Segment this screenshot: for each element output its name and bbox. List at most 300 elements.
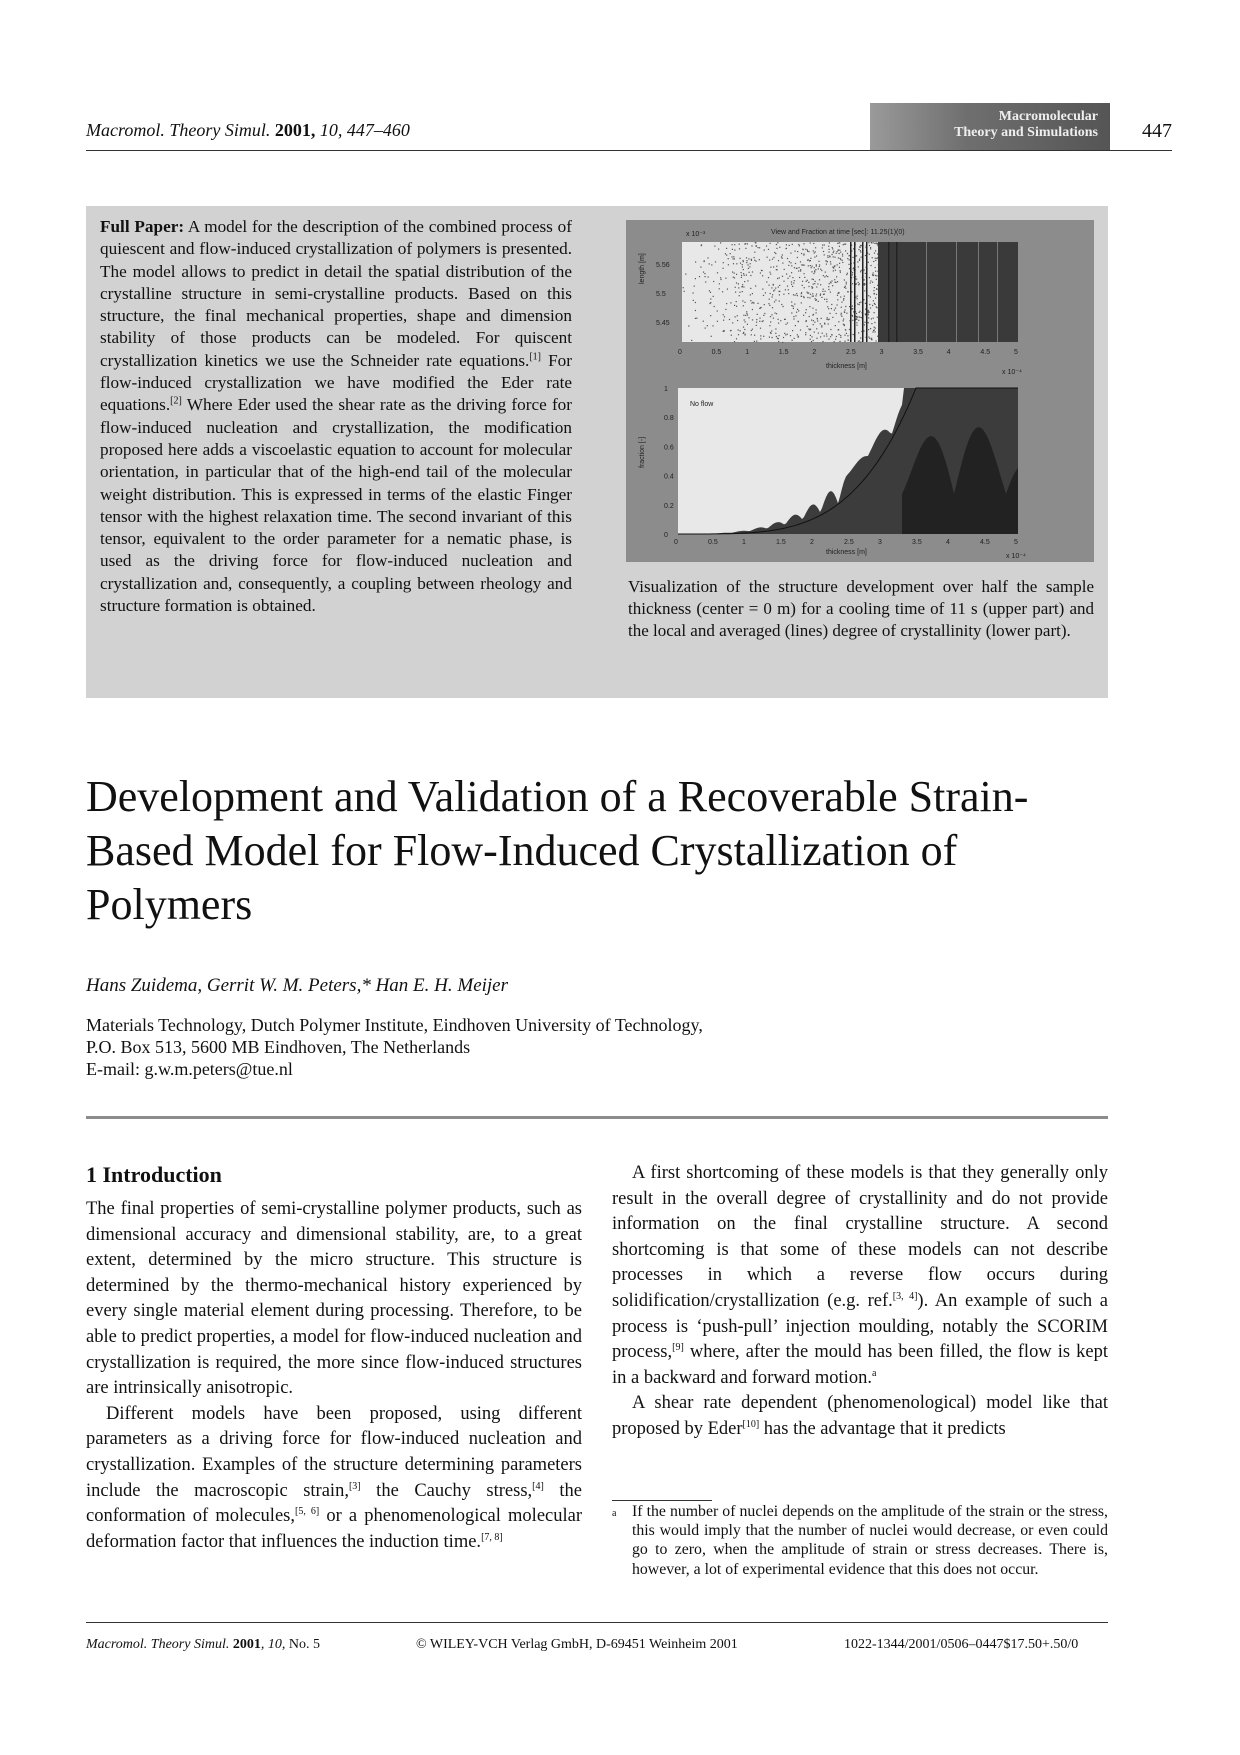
texture-dot bbox=[817, 283, 818, 284]
texture-dot bbox=[791, 272, 792, 273]
texture-dot bbox=[801, 253, 802, 254]
texture-dot bbox=[751, 260, 752, 261]
texture-dot bbox=[738, 283, 739, 284]
texture-dot bbox=[782, 276, 783, 277]
texture-dot bbox=[736, 338, 737, 339]
texture-dot bbox=[821, 318, 822, 319]
texture-dot bbox=[795, 325, 796, 326]
texture-dot bbox=[844, 335, 845, 336]
texture-dot bbox=[860, 247, 861, 248]
texture-dot bbox=[859, 302, 860, 303]
texture-dot bbox=[746, 275, 747, 276]
texture-dot bbox=[785, 334, 786, 335]
texture-dot bbox=[873, 318, 874, 319]
x-tick-label: 2.5 bbox=[846, 349, 856, 356]
texture-dot bbox=[756, 325, 757, 326]
x-tick-label: 2 bbox=[810, 539, 814, 546]
texture-dot bbox=[707, 257, 708, 258]
texture-dot bbox=[840, 272, 841, 273]
texture-dot bbox=[828, 323, 829, 324]
texture-dot bbox=[864, 269, 865, 270]
texture-dot bbox=[738, 334, 739, 335]
texture-dot bbox=[782, 254, 783, 255]
texture-dot bbox=[714, 306, 715, 307]
texture-dot bbox=[834, 341, 835, 342]
texture-dot bbox=[808, 251, 809, 252]
texture-dot bbox=[856, 279, 857, 280]
texture-dot bbox=[696, 318, 697, 319]
texture-dot bbox=[809, 297, 810, 298]
texture-dot bbox=[803, 315, 804, 316]
texture-dot bbox=[771, 330, 772, 331]
texture-dot bbox=[781, 304, 782, 305]
texture-dot bbox=[748, 258, 749, 259]
y-tick-label: 0.6 bbox=[664, 444, 674, 452]
texture-dot bbox=[851, 291, 852, 292]
texture-dot bbox=[852, 308, 853, 309]
texture-dot bbox=[848, 339, 849, 340]
texture-dot bbox=[779, 247, 780, 248]
texture-dot bbox=[818, 333, 819, 334]
texture-dot bbox=[742, 264, 743, 265]
texture-dot bbox=[816, 299, 817, 300]
texture-dot bbox=[836, 336, 837, 337]
texture-dot bbox=[775, 313, 776, 314]
citation-ref: [3, 4] bbox=[892, 1290, 918, 1302]
texture-dot bbox=[859, 304, 860, 305]
texture-dot bbox=[730, 330, 731, 331]
texture-dot bbox=[875, 271, 876, 272]
texture-dot bbox=[733, 256, 734, 257]
texture-dot bbox=[819, 279, 820, 280]
texture-dot bbox=[787, 258, 788, 259]
texture-dot bbox=[773, 266, 774, 267]
texture-dot bbox=[869, 338, 870, 339]
texture-dot bbox=[833, 270, 834, 271]
texture-dot bbox=[810, 329, 811, 330]
texture-dot bbox=[766, 245, 767, 246]
texture-dot bbox=[801, 292, 802, 293]
journal-pages: 447–460 bbox=[346, 120, 410, 140]
texture-dot bbox=[752, 309, 753, 310]
texture-dot bbox=[832, 266, 833, 267]
running-header-citation bbox=[86, 120, 410, 141]
texture-dot bbox=[858, 320, 859, 321]
texture-dot bbox=[723, 331, 724, 332]
texture-dot bbox=[868, 322, 869, 323]
top-x-exponent: x 10⁻⁴ bbox=[1002, 369, 1022, 376]
texture-dot bbox=[704, 261, 705, 262]
texture-dot bbox=[746, 260, 747, 261]
texture-dot bbox=[747, 280, 748, 281]
texture-dot bbox=[810, 265, 811, 266]
texture-dot bbox=[869, 254, 870, 255]
texture-dot bbox=[779, 277, 780, 278]
texture-dot bbox=[725, 309, 726, 310]
texture-dot bbox=[790, 262, 791, 263]
texture-dot bbox=[828, 308, 829, 309]
texture-dot bbox=[847, 273, 848, 274]
top-panel-exponent: x 10⁻³ bbox=[686, 231, 706, 238]
texture-dot bbox=[734, 273, 735, 274]
texture-dot bbox=[792, 286, 793, 287]
texture-dot bbox=[869, 277, 870, 278]
texture-dot bbox=[874, 253, 875, 254]
texture-dot bbox=[856, 255, 857, 256]
texture-dot bbox=[845, 250, 846, 251]
texture-dot bbox=[764, 313, 765, 314]
texture-dot bbox=[813, 243, 814, 244]
texture-dot bbox=[779, 291, 780, 292]
texture-dot bbox=[829, 319, 830, 320]
y-tick-label: 0.8 bbox=[664, 415, 674, 423]
texture-dot bbox=[841, 314, 842, 315]
footnote-marker: a bbox=[612, 1508, 617, 1519]
texture-dot bbox=[843, 319, 844, 320]
texture-dot bbox=[720, 279, 721, 280]
texture-dot bbox=[816, 328, 817, 329]
texture-dot bbox=[743, 333, 744, 334]
texture-dot bbox=[743, 286, 744, 287]
texture-dot bbox=[840, 337, 841, 338]
x-tick-label: 2 bbox=[812, 349, 817, 356]
texture-dot bbox=[846, 333, 847, 334]
texture-dot bbox=[685, 274, 686, 275]
texture-dot bbox=[791, 312, 792, 313]
texture-dot bbox=[865, 313, 866, 314]
texture-dot bbox=[819, 264, 820, 265]
texture-dot bbox=[811, 267, 812, 268]
texture-dot bbox=[770, 321, 771, 322]
bottom-x-label: thickness [m] bbox=[826, 549, 867, 556]
texture-dot bbox=[827, 276, 828, 277]
texture-dot bbox=[778, 287, 779, 288]
texture-dot bbox=[852, 283, 853, 284]
texture-dot bbox=[865, 273, 866, 274]
paper-title: Development and Validation of a Recoverable Strain-Based Model for Flow-Induced Crystallization of Polymers bbox=[86, 772, 1029, 929]
abstract-label: Full Paper: bbox=[100, 217, 185, 236]
texture-dot bbox=[858, 341, 859, 342]
texture-dot bbox=[735, 292, 736, 293]
texture-dot bbox=[875, 331, 876, 332]
texture-dot bbox=[742, 266, 743, 267]
texture-dot bbox=[813, 320, 814, 321]
texture-dot bbox=[799, 267, 800, 268]
texture-dot bbox=[813, 324, 814, 325]
x-tick-label: 0.5 bbox=[708, 539, 718, 546]
texture-dot bbox=[800, 329, 801, 330]
texture-dot bbox=[776, 248, 777, 249]
texture-dot bbox=[734, 244, 735, 245]
texture-dot bbox=[805, 312, 806, 313]
texture-dot bbox=[841, 313, 842, 314]
texture-dot bbox=[717, 310, 718, 311]
texture-dot bbox=[838, 292, 839, 293]
footnote-text: If the number of nuclei depends on the amplitude of the strain or the stress, this would imply that the number of nuclei would decrease, or even could go to zero, when the amplitude of strain or stress decreases. There is, however, a lot of experimental evidence that this does not occur. bbox=[632, 1503, 1108, 1578]
footnote-divider bbox=[612, 1500, 712, 1501]
texture-dot bbox=[797, 251, 798, 252]
texture-dot bbox=[782, 258, 783, 259]
texture-dot bbox=[784, 269, 785, 270]
texture-dot bbox=[705, 281, 706, 282]
texture-dot bbox=[770, 274, 771, 275]
texture-dot bbox=[695, 310, 696, 311]
texture-dot bbox=[858, 282, 859, 283]
texture-dot bbox=[806, 281, 807, 282]
texture-dot bbox=[823, 294, 824, 295]
texture-dot bbox=[802, 281, 803, 282]
texture-dot bbox=[845, 244, 846, 245]
texture-dot bbox=[873, 272, 874, 273]
texture-dot bbox=[839, 334, 840, 335]
texture-dot bbox=[871, 318, 872, 319]
texture-dot bbox=[794, 280, 795, 281]
texture-dot bbox=[810, 335, 811, 336]
texture-dot bbox=[749, 266, 750, 267]
texture-dot bbox=[776, 244, 777, 245]
texture-dot bbox=[693, 300, 694, 301]
texture-dot bbox=[827, 261, 828, 262]
texture-dot bbox=[765, 292, 766, 293]
texture-dot bbox=[864, 290, 865, 291]
texture-dot bbox=[807, 250, 808, 251]
texture-dot bbox=[792, 244, 793, 245]
texture-dot bbox=[836, 313, 837, 314]
texture-dot bbox=[863, 299, 864, 300]
texture-dot bbox=[871, 339, 872, 340]
texture-dot bbox=[860, 245, 861, 246]
texture-dot bbox=[852, 274, 853, 275]
figure-graphic bbox=[626, 220, 1094, 562]
texture-dot bbox=[781, 256, 782, 257]
texture-dot bbox=[811, 336, 812, 337]
texture-dot bbox=[803, 296, 804, 297]
texture-dot bbox=[734, 277, 735, 278]
x-tick-label: 0.5 bbox=[711, 349, 722, 356]
texture-dot bbox=[837, 251, 838, 252]
texture-dot bbox=[859, 311, 860, 312]
texture-dot bbox=[816, 294, 817, 295]
x-tick-label: 3.5 bbox=[913, 349, 923, 356]
texture-dot bbox=[875, 260, 876, 261]
affiliation bbox=[86, 1014, 703, 1080]
texture-dot bbox=[780, 320, 781, 321]
texture-dot bbox=[860, 302, 861, 303]
texture-dot bbox=[769, 325, 770, 326]
texture-dot bbox=[810, 242, 811, 243]
texture-dot bbox=[743, 269, 744, 270]
texture-dot bbox=[794, 338, 795, 339]
texture-dot bbox=[814, 270, 815, 271]
y-tick-label: 0 bbox=[664, 532, 668, 539]
texture-dot bbox=[709, 263, 710, 264]
texture-dot bbox=[733, 258, 734, 259]
texture-dot bbox=[745, 315, 746, 316]
texture-dot bbox=[871, 338, 872, 339]
texture-dot bbox=[856, 313, 857, 314]
texture-dot bbox=[740, 263, 741, 264]
texture-dot bbox=[846, 313, 847, 314]
texture-dot bbox=[771, 287, 772, 288]
texture-dot bbox=[844, 287, 845, 288]
texture-dot bbox=[875, 298, 876, 299]
texture-dot bbox=[769, 305, 770, 306]
texture-dot bbox=[735, 287, 736, 288]
texture-dot bbox=[824, 276, 825, 277]
texture-dot bbox=[691, 340, 692, 341]
texture-dot bbox=[769, 337, 770, 338]
texture-dot bbox=[788, 289, 789, 290]
texture-dot bbox=[868, 310, 869, 311]
texture-dot bbox=[760, 328, 761, 329]
texture-dot bbox=[759, 321, 760, 322]
texture-dot bbox=[865, 255, 866, 256]
footer-copyright: © WILEY-VCH Verlag GmbH, D-69451 Weinheim 2001 bbox=[416, 1637, 738, 1652]
texture-dot bbox=[827, 255, 828, 256]
texture-dot bbox=[732, 244, 733, 245]
x-tick-label: 4.5 bbox=[980, 349, 991, 356]
texture-dot bbox=[775, 333, 776, 334]
texture-dot bbox=[815, 251, 816, 252]
texture-dot bbox=[777, 269, 778, 270]
texture-dot bbox=[756, 341, 757, 342]
texture-dot bbox=[775, 253, 776, 254]
texture-dot bbox=[830, 261, 831, 262]
texture-dot bbox=[876, 275, 877, 276]
texture-dot bbox=[798, 244, 799, 245]
texture-dot bbox=[746, 257, 747, 258]
texture-dot bbox=[807, 292, 808, 293]
texture-dot bbox=[789, 261, 790, 262]
texture-dot bbox=[807, 326, 808, 327]
texture-dot bbox=[798, 336, 799, 337]
texture-dot bbox=[874, 322, 875, 323]
texture-dot bbox=[743, 327, 744, 328]
journal-year: 2001, bbox=[274, 120, 316, 140]
texture-dot bbox=[782, 342, 783, 343]
texture-dot bbox=[864, 322, 865, 323]
texture-dot bbox=[870, 248, 871, 249]
texture-dot bbox=[846, 274, 847, 275]
texture-dot bbox=[695, 302, 696, 303]
texture-dot bbox=[808, 286, 809, 287]
texture-dot bbox=[837, 304, 838, 305]
texture-dot bbox=[783, 306, 784, 307]
texture-dot bbox=[835, 270, 836, 271]
y-tick-label: 0.2 bbox=[664, 502, 674, 510]
texture-dot bbox=[870, 265, 871, 266]
texture-dot bbox=[796, 312, 797, 313]
top-panel-title: View and Fraction at time [sec]: 11.25(1)(0) bbox=[771, 229, 905, 236]
texture-dot bbox=[820, 269, 821, 270]
texture-dot bbox=[844, 279, 845, 280]
texture-dot bbox=[797, 334, 798, 335]
texture-dot bbox=[725, 278, 726, 279]
texture-dot bbox=[805, 332, 806, 333]
texture-dot bbox=[812, 308, 813, 309]
texture-dot bbox=[874, 287, 875, 288]
texture-dot bbox=[756, 319, 757, 320]
texture-dot bbox=[829, 256, 830, 257]
y-tick-label: 0.4 bbox=[664, 473, 674, 481]
texture-dot bbox=[842, 260, 843, 261]
x-tick-label: 3 bbox=[878, 539, 882, 546]
texture-dot bbox=[870, 328, 871, 329]
texture-dot bbox=[740, 330, 741, 331]
texture-dot bbox=[747, 243, 748, 244]
texture-dot bbox=[755, 261, 756, 262]
x-tick-label: 3 bbox=[879, 349, 884, 356]
texture-dot bbox=[824, 244, 825, 245]
texture-dot bbox=[860, 342, 861, 343]
texture-dot bbox=[727, 289, 728, 290]
texture-dot bbox=[770, 332, 771, 333]
texture-dot bbox=[776, 266, 777, 267]
texture-dot bbox=[707, 325, 708, 326]
texture-dot bbox=[796, 268, 797, 269]
texture-dot bbox=[808, 292, 809, 293]
texture-dot bbox=[830, 263, 831, 264]
bottom-x-exponent: x 10⁻⁴ bbox=[1006, 553, 1026, 560]
texture-dot bbox=[868, 242, 869, 243]
texture-dot bbox=[858, 332, 859, 333]
texture-dot bbox=[853, 268, 854, 269]
texture-dot bbox=[823, 251, 824, 252]
texture-dot bbox=[786, 248, 787, 249]
texture-dot bbox=[763, 315, 764, 316]
texture-dot bbox=[824, 335, 825, 336]
texture-dot bbox=[751, 330, 752, 331]
texture-dot bbox=[736, 274, 737, 275]
texture-dot bbox=[809, 316, 810, 317]
texture-dot bbox=[759, 247, 760, 248]
texture-dot bbox=[784, 319, 785, 320]
texture-dot bbox=[872, 257, 873, 258]
texture-dot bbox=[772, 337, 773, 338]
texture-dot bbox=[729, 319, 730, 320]
texture-dot bbox=[793, 282, 794, 283]
texture-dot bbox=[770, 243, 771, 244]
texture-dot bbox=[837, 299, 838, 300]
texture-dot bbox=[875, 275, 876, 276]
texture-dot bbox=[779, 335, 780, 336]
texture-dot bbox=[861, 270, 862, 271]
texture-dot bbox=[827, 306, 828, 307]
texture-dot bbox=[837, 243, 838, 244]
texture-dot bbox=[793, 308, 794, 309]
texture-dot bbox=[840, 335, 841, 336]
texture-dot bbox=[829, 313, 830, 314]
texture-dot bbox=[798, 310, 799, 311]
texture-dot bbox=[803, 243, 804, 244]
texture-dot bbox=[856, 322, 857, 323]
citation-ref: [1] bbox=[529, 351, 541, 363]
texture-dot bbox=[814, 332, 815, 333]
texture-dot bbox=[874, 293, 875, 294]
texture-dot bbox=[812, 279, 813, 280]
texture-dot bbox=[859, 259, 860, 260]
texture-dot bbox=[797, 257, 798, 258]
texture-dot bbox=[695, 261, 696, 262]
texture-dot bbox=[853, 334, 854, 335]
texture-dot bbox=[741, 277, 742, 278]
texture-dot bbox=[709, 290, 710, 291]
texture-dot bbox=[791, 305, 792, 306]
texture-dot bbox=[872, 282, 873, 283]
figure-caption: Visualization of the structure development over half the sample thickness (center = 0 m) for a cooling time of 11 s (upper part) and the local and averaged (lines) degree of crystallinity (lower part). bbox=[628, 577, 1094, 640]
texture-dot bbox=[688, 325, 689, 326]
texture-dot bbox=[874, 243, 875, 244]
